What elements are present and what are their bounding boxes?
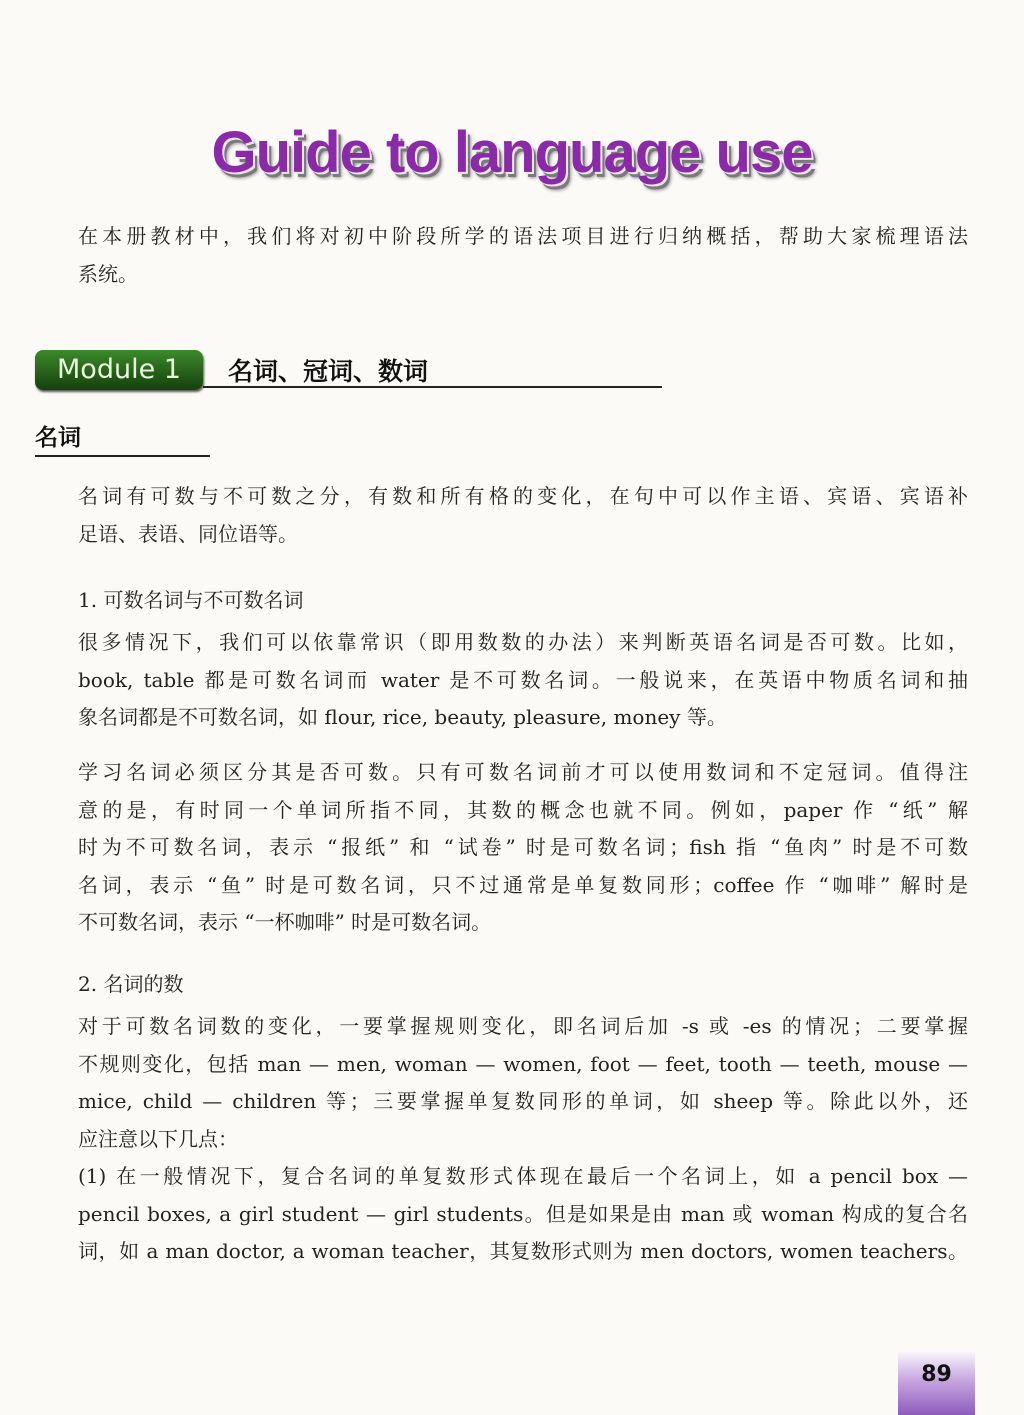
subheading-2: 2. 名词的数 <box>78 972 184 996</box>
text-line: (1) 在一般情况下，复合名词的单复数形式体现在最后一个名词上，如 a pencil box — <box>78 1164 968 1188</box>
paragraph-1 <box>78 478 968 553</box>
text-line: 时为不可数名词，表示 “报纸” 和 “试卷” 时是可数名词；fish 指 “鱼肉” 时是不可数 <box>78 835 968 859</box>
section-divider <box>35 455 210 457</box>
text-line: 名词有可数与不可数之分，有数和所有格的变化，在句中可以作主语、宾语、宾语补 <box>78 484 968 508</box>
section-title: 名词 <box>35 425 81 451</box>
text-line: 很多情况下，我们可以依靠常识（即用数数的办法）来判断英语名词是否可数。比如， <box>78 630 968 654</box>
page-number: 89 <box>921 1362 952 1387</box>
text-line: 应注意以下几点： <box>78 1126 238 1151</box>
text-line: 足语、表语、同位语等。 <box>78 521 298 546</box>
text-line: 意的是，有时同一个单词所指不同，其数的概念也就不同。例如，paper 作 “纸” 解 <box>78 797 968 822</box>
paragraph-3 <box>78 754 968 942</box>
text-line: pencil boxes, a girl student — girl students。但是如果是由 man 或 woman 构成的复合名 <box>78 1201 968 1226</box>
text-line: 不规则变化，包括 man — men, woman — women, foot — feet, tooth — teeth, mouse — <box>78 1051 968 1076</box>
text-line: 系统。 <box>78 261 138 286</box>
paragraph-4 <box>78 1008 968 1271</box>
text-line: mice, child — children 等；三要掌握单复数同形的单词，如 sheep 等。除此以外，还 <box>78 1089 968 1113</box>
paragraph-2 <box>78 624 968 737</box>
text-line: 在本册教材中，我们将对初中阶段所学的语法项目进行归纳概括，帮助大家梳理语法 <box>78 224 968 248</box>
intro-paragraph <box>78 218 968 293</box>
text-line: 名词，表示 “鱼” 时是可数名词，只不过通常是单复数同形；coffee 作 “咖啡” 解时是 <box>78 872 968 897</box>
text-line: 象名词都是不可数名词，如 flour, rice, beauty, pleasure, money 等。 <box>78 705 727 729</box>
module-divider <box>203 386 662 388</box>
module-title: 名词、冠词、数词 <box>228 357 429 386</box>
text-line: book, table 都是可数名词而 water 是不可数名词。一般说来，在英语中物质名词和抽 <box>78 667 968 692</box>
page-title: Guide to language use <box>211 120 813 185</box>
subheading-1: 1. 可数名词与不可数名词 <box>78 588 304 612</box>
text-line: 不可数名词，表示 “一杯咖啡” 时是可数名词。 <box>78 910 492 934</box>
module-badge: Module 1 <box>35 350 203 390</box>
text-line: 词，如 a man doctor, a woman teacher，其复数形式则为 men doctors, women teachers。 <box>78 1239 968 1263</box>
text-line: 对于可数名词数的变化，一要掌握规则变化，即名词后加 -s 或 -es 的情况；二要掌握 <box>78 1014 968 1038</box>
text-line: 学习名词必须区分其是否可数。只有可数名词前才可以使用数词和不定冠词。值得注 <box>78 760 968 784</box>
